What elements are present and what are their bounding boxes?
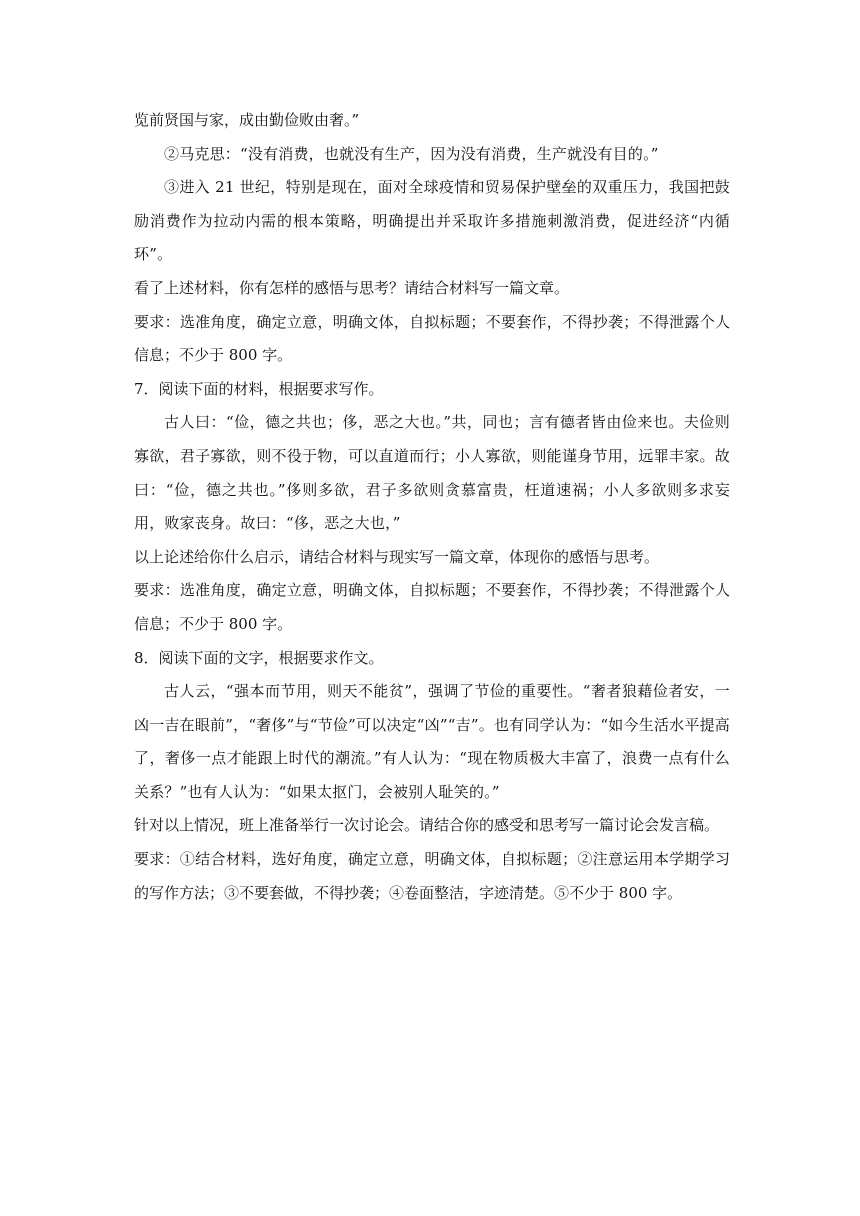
paragraph-frugality-material: 古人云，“强本而节用，则天不能贫”，强调了节俭的重要性。“奢者狼藉俭者安，一凶一吉在眼前”，“奢侈”与“节俭”可以决定“凶”“吉”。也有同学认为：“如今生活水平提高了，奢侈一点才能跟上时代的潮流。”有人认为：“现在物质极大丰富了，浪费一点有什么关系？”也有人认为：“如果太抠门，会被别人耻笑的。” — [134, 682, 730, 801]
paragraph-prompt-8: 针对以上情况，班上准备举行一次讨论会。请结合你的感受和思考写一篇讨论会发言稿。 — [134, 816, 720, 835]
paragraph-prompt-6: 看了上述材料，你有怎样的感悟与思考？请结合材料写一篇文章。 — [134, 278, 570, 297]
paragraph-continuation: 览前贤国与家，成由勤俭败由奢。” — [134, 111, 360, 129]
paragraph-requirements-8: 要求：①结合材料，选好角度，确定立意，明确文体，自拟标题；②注意运用本学期学习的写作方法；③不要套做，不得抄袭；④卷面整洁，字迹清楚。⑤不少于 800 字。 — [134, 850, 730, 902]
paragraph-requirements-6: 要求：选准角度，确定立意，明确文体，自拟标题；不要套作，不得抄袭；不得泄露个人信息；不少于 800 字。 — [134, 312, 730, 365]
paragraph-prompt-7: 以上论述给你什么启示，请结合材料与现实写一篇文章，体现你的感悟与思考。 — [134, 547, 660, 566]
paragraph-requirements-7: 要求：选准角度，确定立意，明确文体，自拟标题；不要套作，不得抄袭；不得泄露个人信息；不少于 800 字。 — [134, 581, 730, 633]
question-7-heading: 7．阅读下面的材料，根据要求写作。 — [134, 379, 384, 398]
document-body — [134, 104, 730, 910]
paragraph-ancient-saying: 古人曰：“俭，德之共也；侈，恶之大也。”共，同也；言有德者皆由俭来也。夫俭则寡欲，君子寡欲，则不役于物，可以直道而行；小人寡欲，则能谨身节用，远罪丰家。故曰：“俭，德之共也。”侈则多欲，君子多欲则贪慕富贵，枉道速祸；小人多欲则多求妄用，败家丧身。故曰：“侈，恶之大也，” — [134, 413, 730, 533]
paragraph-21st-century: ③进入 21 世纪，特别是现在，面对全球疫情和贸易保护壁垒的双重压力，我国把鼓励消费作为拉动内需的根本策略，明确提出并采取许多措施刺激消费，促进经济“内循环”。 — [134, 178, 730, 264]
question-8-heading: 8．阅读下面的文字，根据要求作文。 — [134, 648, 384, 667]
paragraph-quote-marx: ②马克思：“没有消费，也就没有生产，因为没有消费，生产就没有目的。” — [164, 144, 659, 163]
